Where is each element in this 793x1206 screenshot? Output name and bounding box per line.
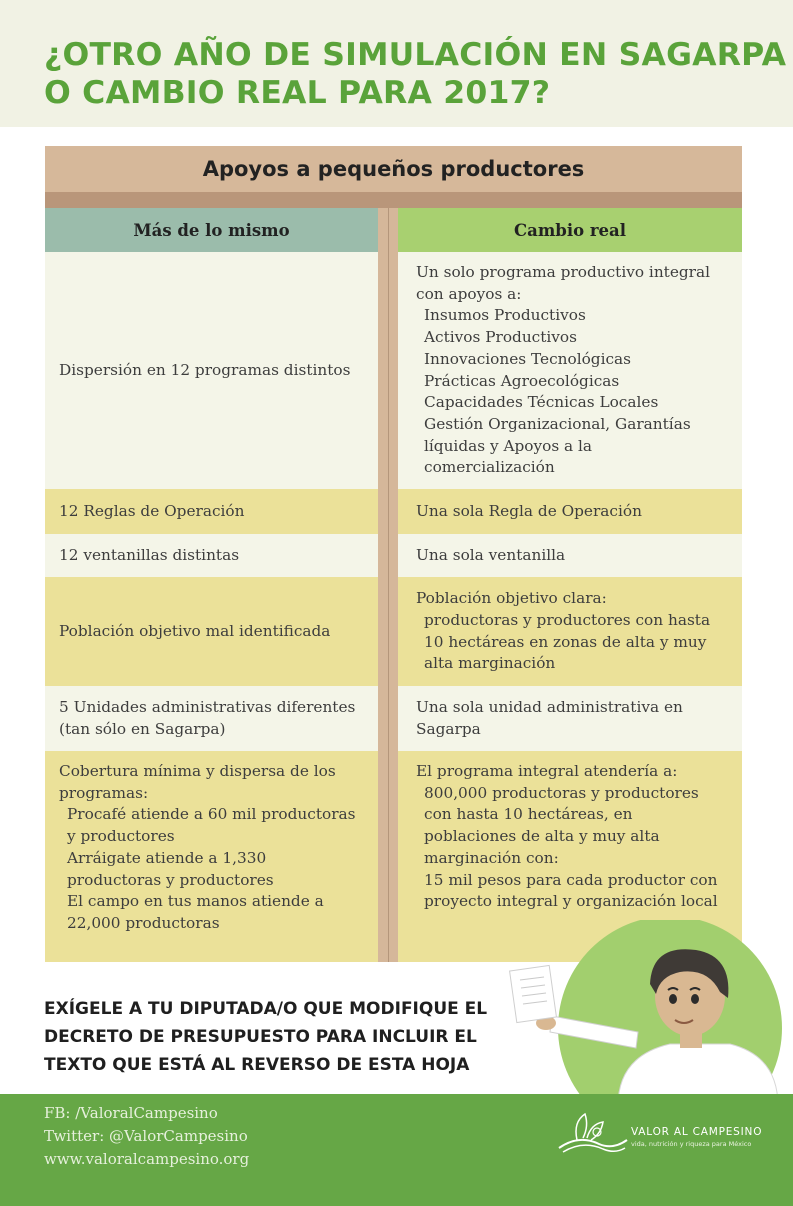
call-to-action (44, 995, 487, 1079)
table-title: Apoyos a pequeños productores (45, 146, 742, 192)
cell-list-item: Insumos Productivos (424, 306, 586, 325)
cta-line1: EXÍGELE A TU DIPUTADA/O QUE MODIFIQUE EL (44, 999, 488, 1019)
cell-list-item: El campo en tus manos atiende a (67, 892, 324, 911)
cell-line: Población objetivo clara: (416, 589, 607, 608)
left-column-header: Más de lo mismo (45, 208, 378, 252)
cell-list-item: 22,000 productoras (67, 913, 220, 932)
cell-line: Dispersión en 12 programas distintos (59, 360, 351, 379)
table-cell-right (398, 577, 742, 686)
cell-line: Una sola ventanilla (416, 545, 566, 564)
cell-list-item: Capacidades Técnicas Locales (424, 393, 659, 412)
table-cell-left (45, 751, 378, 962)
table-cell-right (398, 534, 742, 577)
cell-line: El programa integral atendería a: (416, 762, 678, 780)
cell-list-item: poblaciones de alta y muy alta (424, 827, 660, 846)
cell-list-item: y productores (67, 827, 175, 846)
table-cell-left (45, 489, 378, 534)
brand-name: VALOR AL CAMPESINO (631, 1126, 763, 1138)
cell-line: (tan sólo en Sagarpa) (59, 719, 226, 738)
cell-line: Una sola unidad administrativa en (416, 697, 683, 716)
table-cell-left (45, 252, 378, 489)
page-title-line1: ¿OTRO AÑO DE SIMULACIÓN EN SAGARPA (44, 37, 787, 73)
twitter-link[interactable]: Twitter: @ValorCampesino (44, 1127, 248, 1145)
cell-line: 12 ventanillas distintas (59, 545, 240, 564)
cta-line2: DECRETO DE PRESUPUESTO PARA INCLUIR EL (44, 1027, 477, 1047)
table-cell-right (398, 489, 742, 534)
column-divider-line (388, 208, 389, 962)
table-cell-left (45, 686, 378, 751)
cell-line: 5 Unidades administrativas diferentes (59, 697, 356, 716)
cell-list-item: Procafé atiende a 60 mil productoras (67, 805, 356, 824)
website-link[interactable]: www.valoralcampesino.org (44, 1150, 250, 1168)
cell-list-item: productoras y productores con hasta (424, 610, 711, 629)
page-title-line2: O CAMBIO REAL PARA 2017? (44, 75, 551, 111)
cell-line: Población objetivo mal identificada (59, 621, 331, 640)
cell-line: con apoyos a: (416, 284, 522, 303)
table-cell-right (398, 252, 742, 489)
cta-line3: TEXTO QUE ESTÁ AL REVERSO DE ESTA HOJA (44, 1055, 470, 1075)
cell-list-item: con hasta 10 hectáreas, en (424, 805, 633, 824)
cell-line: Una sola Regla de Operación (416, 501, 642, 520)
table-title-strip (45, 192, 742, 208)
cell-list-item: Prácticas Agroecológicas (424, 371, 620, 390)
cell-list-item: 10 hectáreas en zonas de alta y muy (424, 632, 707, 651)
table-cell-right (398, 686, 742, 751)
table-cell-left (45, 577, 378, 686)
cell-list-item: Arráigate atiende a 1,330 (67, 848, 267, 867)
table-cell-left (45, 534, 378, 577)
cell-line: 12 Reglas de Operación (59, 501, 245, 520)
cell-list-item: 15 mil pesos para cada productor con (424, 870, 718, 889)
cell-list-item: proyecto integral y organización local (424, 892, 718, 911)
cell-line: Sagarpa (416, 719, 481, 738)
cell-list-item: marginación con: (424, 848, 559, 867)
page-title (44, 36, 786, 112)
person-holding-paper-illustration (500, 920, 793, 1106)
header-band (0, 0, 793, 127)
cell-list-item: Activos Productivos (424, 328, 577, 347)
right-column-header: Cambio real (398, 208, 742, 252)
cell-list-item: líquidas y Apoyos a la (424, 436, 593, 455)
cell-line: Un solo programa productivo integral (416, 263, 710, 281)
cell-list-item: Innovaciones Tecnológicas (424, 349, 632, 368)
cell-line: programas: (59, 783, 149, 802)
cell-list-item: alta marginación (424, 654, 556, 673)
cell-list-item: comercialización (424, 458, 555, 477)
comparison-table (45, 146, 742, 962)
cell-line: Cobertura mínima y dispersa de los (59, 762, 336, 780)
cell-list-item: 800,000 productoras y productores (424, 783, 699, 802)
facebook-link[interactable]: FB: /ValoralCampesino (44, 1104, 218, 1122)
brand-tagline: vida, nutrición y riqueza para México (631, 1140, 752, 1148)
cell-list-item: productoras y productores (67, 870, 274, 889)
cell-list-item: Gestión Organizacional, Garantías (424, 414, 691, 433)
